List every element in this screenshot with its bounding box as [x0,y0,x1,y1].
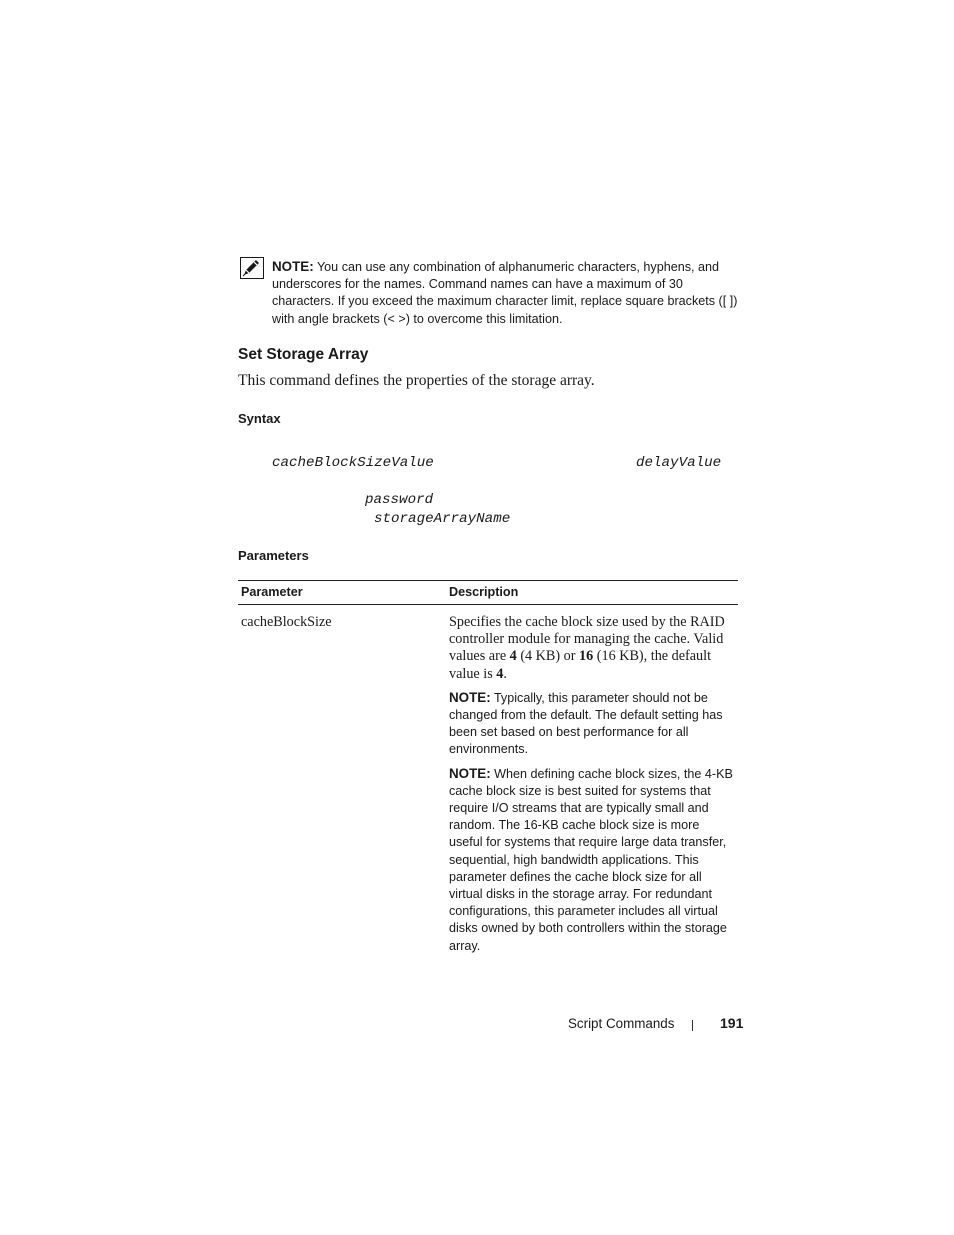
value-option: 16 [579,648,594,665]
pencil-note-icon [240,257,264,279]
table-header-row [238,581,738,605]
syntax-delay-value: delayValue [636,455,722,471]
section-intro: This command defines the properties of the storage array. [238,372,595,389]
description-part: Specifies the cache block size used by the RAID controller module for managing the cache. Valid values are [449,614,725,665]
note-text: You can use any combination of alphanumeric characters, hyphens, and underscores for the names. Command names can have a maximum of 30 characters. If you exceed the maximum character limit, replace square brackets ([ ]) with angle brackets (< >) to overcome this limitation. [272,260,738,326]
syntax-heading: Syntax [238,411,281,426]
page-number: 191 [720,1015,744,1031]
column-header-description: Description [446,581,738,605]
syntax-cache-block-size-value: cacheBlockSizeValue [272,455,434,471]
syntax-storage-array-name: storageArrayName [374,511,511,527]
value-option: 4 [509,648,517,665]
description-part: (4 KB) or [516,648,580,665]
footer-divider [692,1020,693,1031]
description-part: (16 KB), the default value is [449,648,712,682]
footer-section-title: Script Commands [568,1016,675,1031]
description-note [449,765,735,955]
default-value: 4 [496,665,504,682]
note-label: NOTE: [449,765,491,781]
note-label: NOTE: [272,259,314,274]
parameters-table [238,580,738,955]
description-note [449,689,735,759]
parameters-heading: Parameters [238,548,309,563]
note-label: NOTE: [449,689,491,705]
note-text: Typically, this parameter should not be changed from the default. The default setting has been set based on best performance for all environments. [449,690,723,757]
column-header-parameter: Parameter [238,581,446,605]
parameter-description [446,605,738,955]
note-text: When defining cache block sizes, the 4-KB cache block size is best suited for systems that require I/O streams that are typically small and random. The 16-KB cache block size is more useful for systems that require large data transfer, sequential, high bandwidth applications. This parameter defines the cache block size for all virtual disks in the storage array. For redundant configurations, this parameter includes all virtual disks owned by both controllers within the storage array. [449,766,733,953]
note-box [272,258,740,328]
section-title: Set Storage Array [238,346,369,363]
description-part: . [503,665,507,682]
description-text [449,614,735,683]
parameter-name: cacheBlockSize [241,614,332,630]
table-row [238,605,738,955]
syntax-password: password [365,492,434,508]
